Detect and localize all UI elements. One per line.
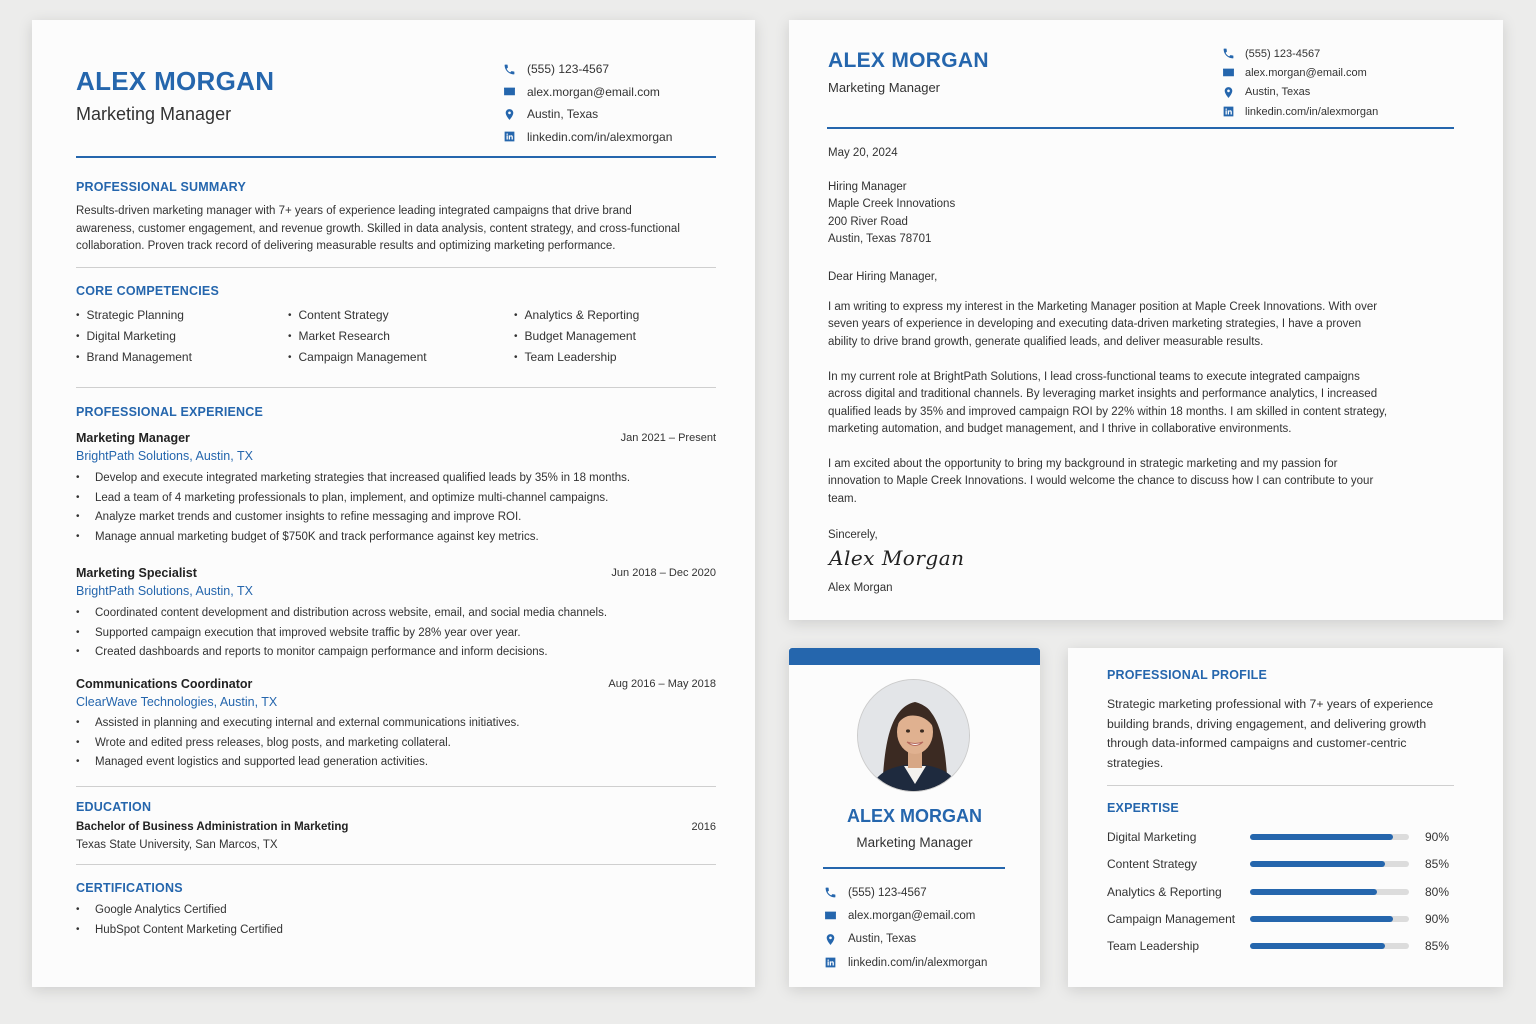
- contact-linkedin-text: linkedin.com/in/alexmorgan: [1245, 105, 1379, 118]
- letter-paragraph: [828, 299, 1377, 351]
- job-dates: Aug 2016 – May 2018: [608, 678, 716, 690]
- profile-line: through data-informed campaigns and customer-centric: [1107, 736, 1407, 751]
- header-divider: [76, 156, 716, 158]
- summary-text: [76, 203, 726, 256]
- skill-percent: 80%: [1425, 885, 1450, 899]
- competency-column: [514, 308, 639, 371]
- profile-card: [789, 648, 1040, 987]
- competency-column: [76, 308, 192, 371]
- paragraph-line: In my current role at BrightPath Solutions, I lead cross-functional teams to execute integrated campaigns: [828, 371, 1360, 383]
- contact-location-text: Austin, Texas: [527, 107, 599, 122]
- letter-date: May 20, 2024: [828, 147, 898, 159]
- profile-line: Strategic marketing professional with 7+ years of experience: [1107, 697, 1434, 711]
- skill-percent: 90%: [1425, 912, 1450, 926]
- phone-icon: [502, 62, 516, 76]
- job-bullet: • Assisted in planning and executing internal and external communications initiatives.: [76, 717, 519, 737]
- resume-page: [32, 20, 755, 987]
- skill-name: Analytics & Reporting: [1107, 885, 1222, 899]
- education-heading: EDUCATION: [76, 800, 152, 814]
- skill-bar-fill: [1250, 834, 1393, 840]
- contact-email-text: alex.morgan@email.com: [527, 84, 660, 99]
- skill-row: [1107, 936, 1449, 956]
- recipient-line: Maple Creek Innovations: [828, 198, 956, 211]
- certifications-heading: CERTIFICATIONS: [76, 881, 183, 895]
- job-bullet: • Coordinated content development and distribution across website, email, and social media channels.: [76, 607, 607, 627]
- header-divider: [827, 127, 1454, 129]
- skill-name: Team Leadership: [1107, 939, 1200, 953]
- section-divider: [76, 267, 716, 268]
- job-bullet: • Manage annual marketing budget of $750K and track performance against key metrics.: [76, 531, 630, 551]
- job-dates: Jan 2021 – Present: [620, 432, 716, 444]
- skill-name: Content Strategy: [1107, 857, 1198, 871]
- contact-location-text: Austin, Texas: [848, 933, 917, 946]
- email-icon: [1221, 66, 1235, 80]
- paragraph-line: ability to drive brand growth, generate qualified leads, and deliver measurable results.: [828, 335, 1264, 348]
- expertise-card: [1068, 648, 1503, 987]
- skill-row: [1107, 827, 1449, 847]
- skill-bar-fill: [1250, 916, 1393, 922]
- job-bullet: • Supported campaign execution that improved website traffic by 28% year over year.: [76, 627, 607, 647]
- contact-email-text: alex.morgan@email.com: [848, 909, 976, 922]
- education-school: Texas State University, San Marcos, TX: [76, 839, 278, 851]
- recipient-line: 200 River Road: [828, 215, 908, 228]
- letter-closing: Sincerely,: [828, 529, 878, 541]
- profile-name: ALEX MORGAN: [847, 806, 982, 826]
- contact-email: [823, 904, 987, 927]
- competencies-heading: CORE COMPETENCIES: [76, 284, 219, 298]
- paragraph-line: I am writing to express my interest in the Marketing Manager position at Maple Creek Innovations. With over: [828, 301, 1378, 313]
- job-bullets: [76, 472, 630, 551]
- contact-phone: [1221, 44, 1378, 63]
- summary-line: collaboration. Proven track record of delivering measurable results and optimizing marketing performance.: [76, 240, 616, 253]
- section-divider: [76, 786, 716, 787]
- letter-paragraph: [828, 456, 1373, 508]
- paragraph-line: seven years of experience in developing and executing data-driven marketing strategies, I have a proven: [828, 318, 1362, 331]
- skill-row: [1107, 909, 1449, 929]
- skill-percent: 90%: [1425, 830, 1450, 844]
- linkedin-icon: [502, 130, 516, 144]
- skill-percent: 85%: [1425, 939, 1450, 953]
- job-bullet: • Lead a team of 4 marketing professionals to plan, implement, and optimize multi-channel campaigns.: [76, 492, 630, 512]
- letter-salutation: Dear Hiring Manager,: [828, 271, 938, 283]
- skill-bar-track: [1250, 834, 1409, 840]
- profile-line: building brands, driving engagement, and delivering growth: [1107, 716, 1427, 731]
- location-pin-icon: [823, 932, 837, 946]
- location-pin-icon: [502, 107, 516, 121]
- competency-item: • Strategic Planning: [76, 308, 192, 329]
- competency-column: [288, 308, 427, 371]
- contact-location-text: Austin, Texas: [1245, 86, 1311, 99]
- job-bullet: • Wrote and edited press releases, blog posts, and marketing collateral.: [76, 737, 519, 757]
- job-company: BrightPath Solutions, Austin, TX: [76, 449, 253, 463]
- contact-email-text: alex.morgan@email.com: [1245, 66, 1367, 79]
- contact-linkedin: [1221, 102, 1378, 121]
- section-divider: [76, 387, 716, 388]
- competency-item: • Campaign Management: [288, 350, 427, 371]
- linkedin-icon: [1221, 105, 1235, 119]
- skill-name: Digital Marketing: [1107, 830, 1197, 844]
- paragraph-line: across digital and traditional channels. By leveraging market insights and performance analytics, I increased: [828, 388, 1378, 401]
- contact-phone: [823, 881, 987, 904]
- skill-row: [1107, 854, 1449, 874]
- letter-contact-list: [1221, 44, 1378, 121]
- job-title: Marketing Manager: [76, 431, 190, 445]
- education-degree: Bachelor of Business Administration in Marketing: [76, 821, 349, 833]
- summary-line: awareness, customer engagement, and revenue growth. Skilled in data analysis, content strategy, and cross-functional: [76, 222, 680, 235]
- summary-heading: PROFESSIONAL SUMMARY: [76, 180, 246, 194]
- certification-item: • HubSpot Content Marketing Certified: [76, 924, 283, 944]
- contact-email: [1221, 63, 1378, 82]
- profile-divider: [823, 867, 1005, 869]
- cover-letter-page: [789, 20, 1503, 620]
- competency-item: • Digital Marketing: [76, 329, 192, 350]
- contact-phone-text: (555) 123-4567: [848, 886, 927, 899]
- job-bullet: • Managed event logistics and supported lead generation activities.: [76, 756, 519, 776]
- summary-line: Results-driven marketing manager with 7+ years of experience leading integrated campaigns that drive brand: [76, 205, 632, 217]
- paragraph-line: team.: [828, 492, 857, 505]
- profile-heading: PROFESSIONAL PROFILE: [1107, 668, 1268, 682]
- job-bullets: [76, 717, 519, 776]
- paragraph-line: marketing automation, and budget management, and I thrive in collaborative environments.: [828, 423, 1292, 436]
- resume-role: Marketing Manager: [76, 104, 232, 124]
- competency-item: • Brand Management: [76, 350, 192, 371]
- email-icon: [502, 85, 516, 99]
- location-pin-icon: [1221, 85, 1235, 99]
- phone-icon: [823, 886, 837, 900]
- job-dates: Jun 2018 – Dec 2020: [611, 567, 716, 579]
- competency-item: • Team Leadership: [514, 350, 639, 371]
- job-company: ClearWave Technologies, Austin, TX: [76, 695, 278, 709]
- signature: Alex Morgan: [829, 546, 965, 570]
- job-title: Communications Coordinator: [76, 677, 253, 691]
- recipient-line: Austin, Texas 78701: [828, 233, 932, 246]
- job-bullet: • Develop and execute integrated marketing strategies that increased qualified leads by 35% in 18 months.: [76, 472, 630, 492]
- certification-list: [76, 904, 283, 943]
- recipient-line: Hiring Manager: [828, 181, 907, 193]
- contact-linkedin: [823, 951, 987, 974]
- paragraph-line: qualified leads by 35% and improved campaign ROI by 22% within 18 months. I am skilled in content strategy,: [828, 405, 1388, 418]
- letter-signed-name: Alex Morgan: [828, 582, 893, 594]
- job-bullet: • Created dashboards and reports to monitor campaign performance and inform decisions.: [76, 646, 607, 666]
- skill-bar-fill: [1250, 861, 1385, 867]
- paragraph-line: innovation to Maple Creek Innovations. I would welcome the chance to discuss how I can contribute to your: [828, 475, 1374, 488]
- paragraph-line: I am excited about the opportunity to bring my background in strategic marketing and my passion for: [828, 458, 1338, 470]
- profile-line: strategies.: [1107, 755, 1164, 770]
- job-bullets: [76, 607, 607, 666]
- contact-phone-text: (555) 123-4567: [527, 62, 610, 77]
- contact-location: [502, 103, 672, 126]
- letter-name: ALEX MORGAN: [828, 49, 989, 72]
- skill-percent: 85%: [1425, 857, 1450, 871]
- avatar: [857, 679, 970, 792]
- skill-row: [1107, 882, 1449, 902]
- skill-bar-track: [1250, 889, 1409, 895]
- competency-item: • Analytics & Reporting: [514, 308, 639, 329]
- contact-linkedin: [502, 126, 672, 149]
- section-divider: [1107, 785, 1454, 786]
- resume-contact-list: [502, 58, 672, 148]
- competency-item: • Content Strategy: [288, 308, 427, 329]
- contact-phone: [502, 58, 672, 81]
- contact-phone-text: (555) 123-4567: [1245, 47, 1321, 60]
- phone-icon: [1221, 47, 1235, 61]
- contact-email: [502, 81, 672, 104]
- avatar-portrait: [858, 680, 970, 792]
- contact-linkedin-text: linkedin.com/in/alexmorgan: [527, 129, 673, 144]
- contact-location: [1221, 83, 1378, 102]
- experience-heading: PROFESSIONAL EXPERIENCE: [76, 405, 264, 419]
- competency-item: • Budget Management: [514, 329, 639, 350]
- job-title: Marketing Specialist: [76, 566, 197, 580]
- contact-location: [823, 928, 987, 951]
- letter-paragraph: [828, 369, 1387, 439]
- profile-card-accent-bar: [789, 648, 1040, 665]
- competency-item: • Market Research: [288, 329, 427, 350]
- job-bullet: • Analyze market trends and customer insights to refine messaging and improve ROI.: [76, 511, 630, 531]
- profile-role: Marketing Manager: [856, 835, 973, 850]
- profile-summary: [1107, 695, 1433, 773]
- letter-role: Marketing Manager: [828, 80, 940, 95]
- skill-bar-track: [1250, 861, 1409, 867]
- email-icon: [823, 909, 837, 923]
- profile-contact-list: [823, 881, 987, 974]
- resume-name: ALEX MORGAN: [76, 66, 275, 96]
- skill-bar-fill: [1250, 943, 1385, 949]
- skill-bar-track: [1250, 916, 1409, 922]
- skill-name: Campaign Management: [1107, 912, 1236, 926]
- job-company: BrightPath Solutions, Austin, TX: [76, 584, 253, 598]
- expertise-heading: EXPERTISE: [1107, 801, 1179, 815]
- letter-recipient: [828, 179, 955, 249]
- section-divider: [76, 864, 716, 865]
- certification-item: • Google Analytics Certified: [76, 904, 283, 924]
- education-year: 2016: [691, 821, 716, 833]
- linkedin-icon: [823, 956, 837, 970]
- contact-linkedin-text: linkedin.com/in/alexmorgan: [848, 956, 988, 969]
- skill-bar-fill: [1250, 889, 1377, 895]
- skill-bar-track: [1250, 943, 1409, 949]
